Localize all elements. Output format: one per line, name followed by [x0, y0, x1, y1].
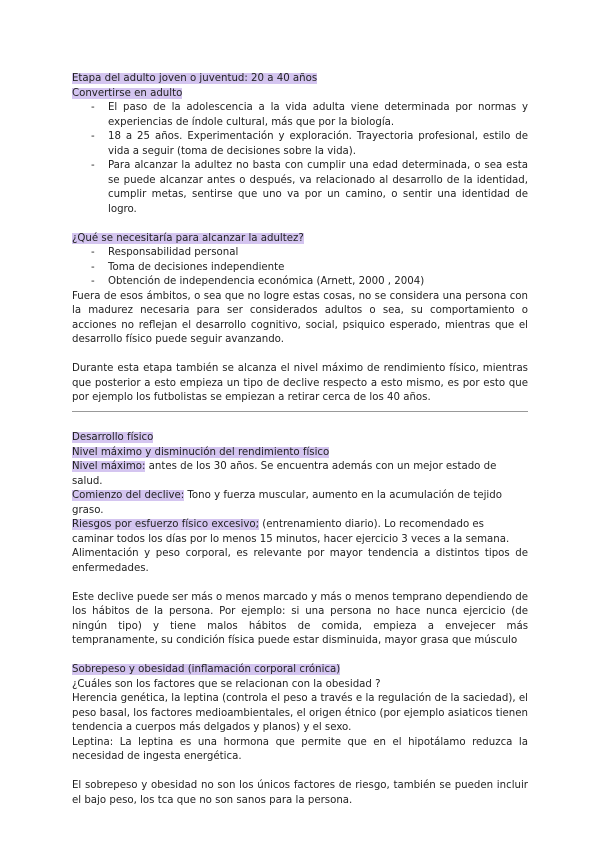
section3-title: Sobrepeso y obesidad (inflamación corporal crónica) — [72, 664, 341, 675]
section1-title-line — [72, 72, 528, 87]
section3-title-line — [72, 663, 528, 678]
section2-title: Desarrollo físico — [72, 432, 154, 443]
section2-subtitle-line — [72, 446, 528, 461]
list-item: - Obtención de independencia económica (Arnett, 2000 , 2004) — [91, 276, 425, 287]
list-item: - Responsabilidad personal — [91, 247, 239, 258]
nutrition-paragraph: Alimentación y peso corporal, es relevante por mayor tendencia a distintos tipos de enfermedades. — [72, 548, 528, 574]
peak-level-item: Nivel máximo: antes de los 30 años. Se encuentra además con un mejor estado de salud. — [72, 461, 497, 487]
adulthood-bullet-list — [72, 101, 528, 217]
obesity-question: ¿Cuáles son los factores que se relacionan con la obesidad ? — [72, 678, 381, 690]
excess-effort-item: Riesgos por esfuerzo físico excesivo; (entrenamiento diario). Lo recomendado es caminar todos los días por lo menos 15 minutos, hacer ejercicio 3 veces a la semana. — [72, 519, 510, 545]
list-item: - El paso de la adolescencia a la vida adulta viene determinada por normas y experiencias de índole cultural, más que por la biología. — [91, 102, 528, 128]
adulthood-needs-list — [72, 246, 528, 290]
decline-start-item: Comienzo del declive: Tono y fuerza muscular, aumento en la acumulación de tejido graso. — [72, 490, 502, 516]
list-item: - Toma de decisiones independiente — [91, 261, 285, 273]
section1-subtitle: Convertirse en adulto — [72, 87, 183, 99]
leptin-paragraph: Leptina: La leptina es una hormona que permite que en el hipotálamo reduzca la necesidad de ingesta energética. — [72, 736, 528, 762]
adulthood-question: ¿Qué se necesitaría para alcanzar la adultez? — [72, 232, 304, 244]
list-item: - 18 a 25 años. Experimentación y exploración. Trayectoria profesional, estilo de vida a seguir (toma de decisiones sobre la vida). — [91, 131, 528, 157]
section2-title-line — [72, 431, 528, 446]
section2-subtitle: Nivel máximo y disminución del rendimiento físico — [72, 446, 330, 458]
peak-performance-paragraph: Durante esta etapa también se alcanza el nivel máximo de rendimiento físico, mientras que posterior a esto empieza un tipo de declive respecto a esto mismo, es por esto que por ejemplo los futbolistas se empiezan a retirar cerca de los 40 años. — [72, 363, 528, 403]
obesity-factors-paragraph: Herencia genética, la leptina (controla el peso a través e la regulación de la saciedad), el peso basal, los factores medioambientales, el origen étnico (por ejemplo asiaticos tienen tendencia a cuerpos más delgados y planos) y el sexo. — [72, 693, 528, 733]
risk-factors-paragraph: El sobrepeso y obesidad no son los únicos factores de riesgo, también se pueden incluir el bajo peso, los tca que no son sanos para la persona. — [72, 780, 528, 806]
adulthood-question-line — [72, 232, 528, 247]
section-divider — [72, 411, 528, 412]
list-item: - Para alcanzar la adultez no basta con cumplir una edad determinada, o sea esta se puede alcanzar antes o después, va relacionado al desarrollo de la identidad, cumplir metas, sentirse que uno va por un camino, o sentir una identidad de logro. — [91, 160, 528, 215]
section1-title: Etapa del adulto joven o juventud: 20 a 40 años — [72, 73, 318, 84]
decline-paragraph: Este declive puede ser más o menos marcado y más o menos temprano dependiendo de los hábitos de la persona. Por ejemplo: si una persona no hace nunca ejercicio (de ningún tipo) y tiene malos hábitos de comida, empieza a envejecer más tempranamente, su condición física puede estar disminuida, mayor grasa que músculo — [72, 591, 528, 646]
maturity-paragraph: Fuera de esos ámbitos, o sea que no logre estas cosas, no se considera una persona con la madurez necesaria para ser considerados adultos o sea, su comportamiento o acciones no reflejan el desarrollo cognitivo, social, psiquico esperado, mientras que el desarrollo físico puede seguir avanzando. — [72, 290, 528, 345]
section1-subtitle-line — [72, 87, 528, 102]
